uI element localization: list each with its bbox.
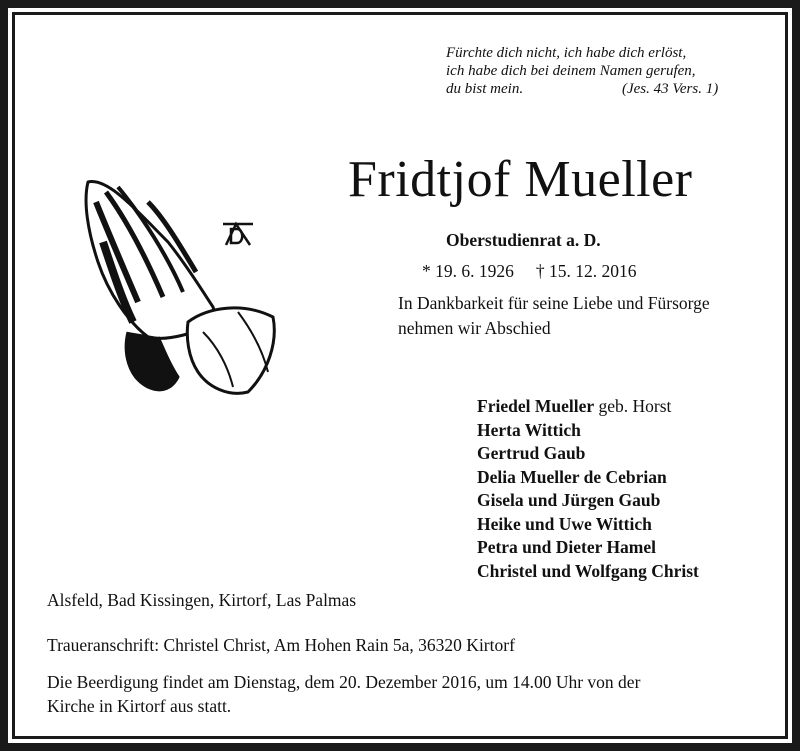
praying-hands-image: [78, 172, 288, 407]
verse-line: du bist mein. (Jes. 43 Vers. 1): [446, 81, 719, 97]
mourner: Christel und Wolfgang Christ: [477, 560, 699, 581]
funeral-line: Kirche in Kirtorf aus statt.: [47, 696, 232, 716]
mourner: Herta Wittich: [477, 419, 581, 440]
farewell-line: In Dankbarkeit für seine Liebe und Fürsorge: [398, 293, 710, 313]
mourner: Gertrud Gaub: [477, 443, 586, 463]
mourner: Gisela und Jürgen Gaub: [477, 490, 661, 510]
farewell-text: [398, 291, 710, 341]
mourner: Petra und Dieter Hamel: [477, 537, 657, 557]
mourner: Heike und Uwe Wittich: [477, 513, 652, 534]
verse-reference: (Jes. 43 Vers. 1): [622, 81, 719, 97]
death-date: † 15. 12. 2016: [535, 261, 637, 281]
mourner: Delia Mueller de Cebrian: [477, 466, 667, 487]
mourner: Friedel Mueller geb. Horst: [477, 396, 672, 416]
life-dates: [422, 261, 659, 282]
farewell-line: nehmen wir Abschied: [398, 318, 551, 338]
places: Alsfeld, Bad Kissingen, Kirtorf, Las Palmas: [47, 590, 357, 610]
mourners-list: [477, 395, 699, 583]
birth-date: * 19. 6. 1926: [422, 261, 514, 281]
funeral-line: Die Beerdigung findet am Dienstag, dem 20. Dezember 2016, um 14.00 Uhr von der: [47, 672, 641, 692]
funeral-info: [47, 670, 640, 718]
mourning-address: Traueranschrift: Christel Christ, Am Hohen Rain 5a, 36320 Kirtorf: [47, 635, 515, 655]
deceased-name: Fridtjof Mueller: [348, 151, 693, 208]
verse-line: ich habe dich bei deinem Namen gerufen,: [446, 63, 696, 79]
verse-line: Fürchte dich nicht, ich habe dich erlöst,: [446, 45, 687, 61]
duerer-monogram: [221, 221, 255, 252]
deceased-title: Oberstudienrat a. D.: [446, 230, 601, 250]
bible-verse: [446, 44, 719, 98]
